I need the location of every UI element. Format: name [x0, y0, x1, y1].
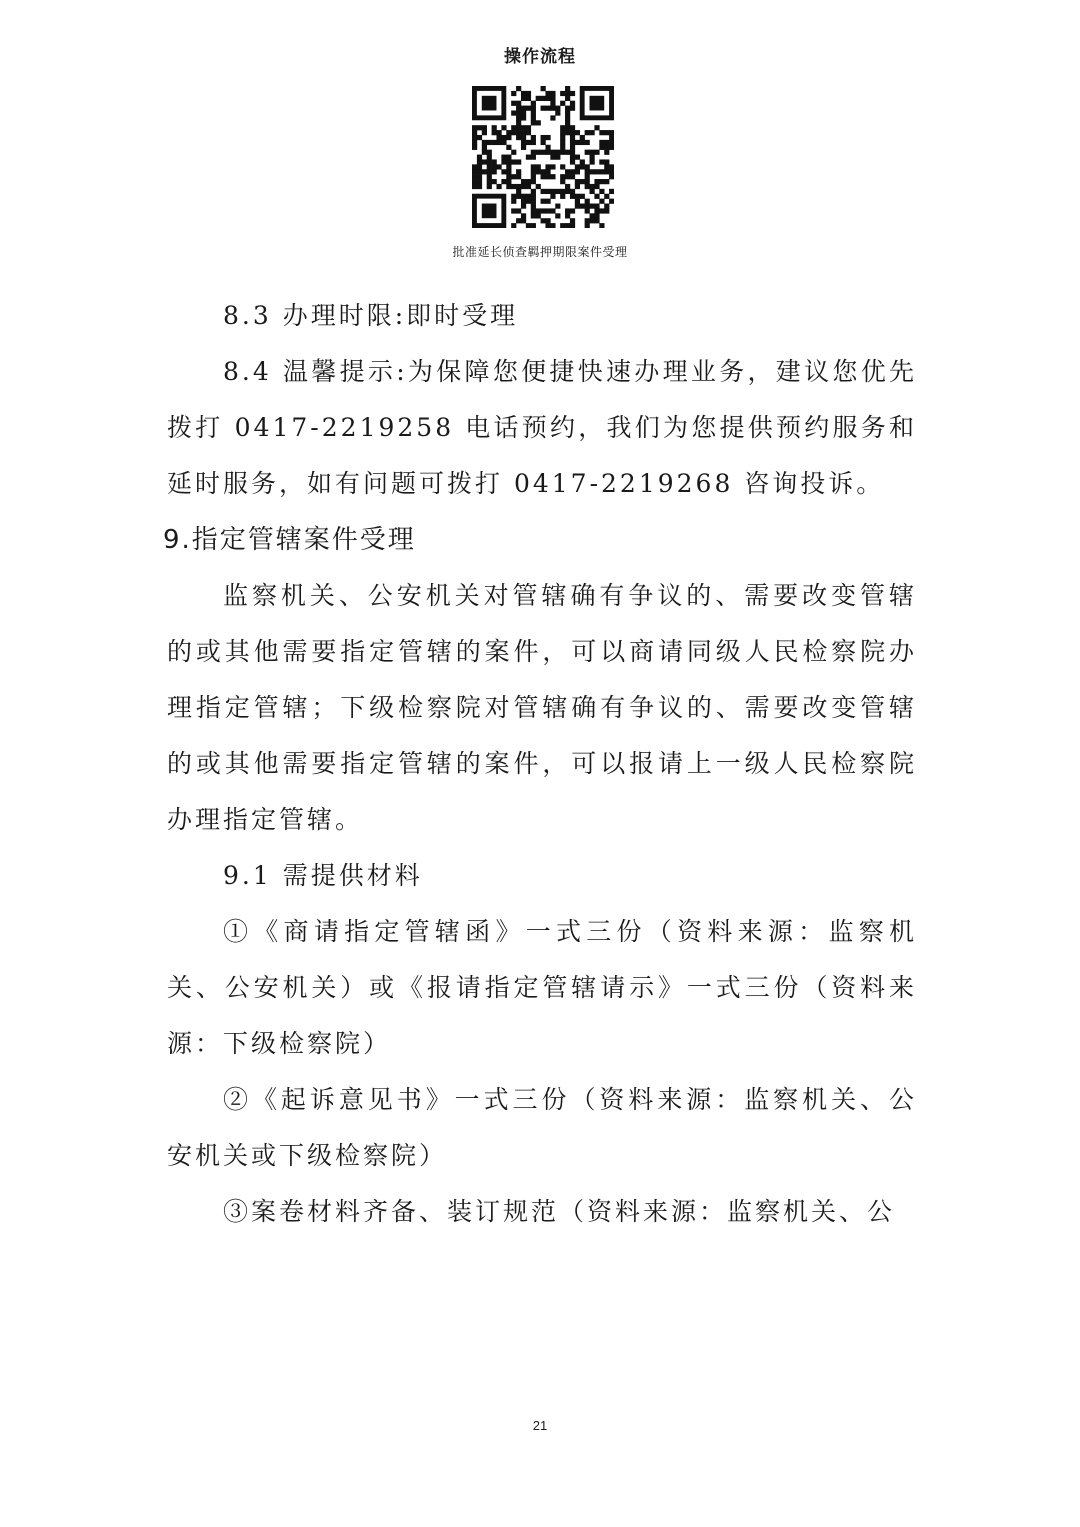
qr-code-image: [472, 86, 614, 228]
paragraph-9-1-heading: 9.1 需提供材料: [223, 861, 423, 890]
material-item-3: ③案卷材料齐备、装订规范（资料来源：监察机关、公: [223, 1197, 896, 1226]
paragraph-8-3: 8.3 办理时限:即时受理: [223, 301, 519, 330]
section-9-heading: 9.指定管辖案件受理: [163, 525, 416, 555]
qr-title: 操作流程: [504, 47, 576, 67]
qr-finder-pattern: [472, 194, 506, 228]
material-item-1: ①《商请指定管辖函》一式三份（资料来源：监察机关、公安机关）或《报请指定管辖请示》一式三份（资料来源：下级检察院）: [167, 917, 917, 1058]
qr-caption: 批准延长侦查羁押期限案件受理: [452, 245, 628, 259]
qr-finder-pattern: [580, 86, 614, 120]
paragraph-8-4: 8.4 温馨提示:为保障您便捷快速办理业务，建议您优先拨打 0417-2219258 电话预约，我们为您提供预约服务和延时服务，如有问题可拨打 0417-2219268 咨询投诉。: [167, 357, 917, 498]
qr-finder-pattern: [472, 86, 506, 120]
paragraph-9-intro: 监察机关、公安机关对管辖确有争议的、需要改变管辖的或其他需要指定管辖的案件，可以商请同级人民检察院办理指定管辖；下级检察院对管辖确有争议的、需要改变管辖的或其他需要指定管辖的案件，可以报请上一级人民检察院办理指定管辖。: [167, 581, 917, 834]
document-body: [163, 288, 917, 1240]
material-item-2: ②《起诉意见书》一式三份（资料来源：监察机关、公安机关或下级检察院）: [167, 1085, 917, 1170]
page-number: 21: [532, 1418, 548, 1433]
